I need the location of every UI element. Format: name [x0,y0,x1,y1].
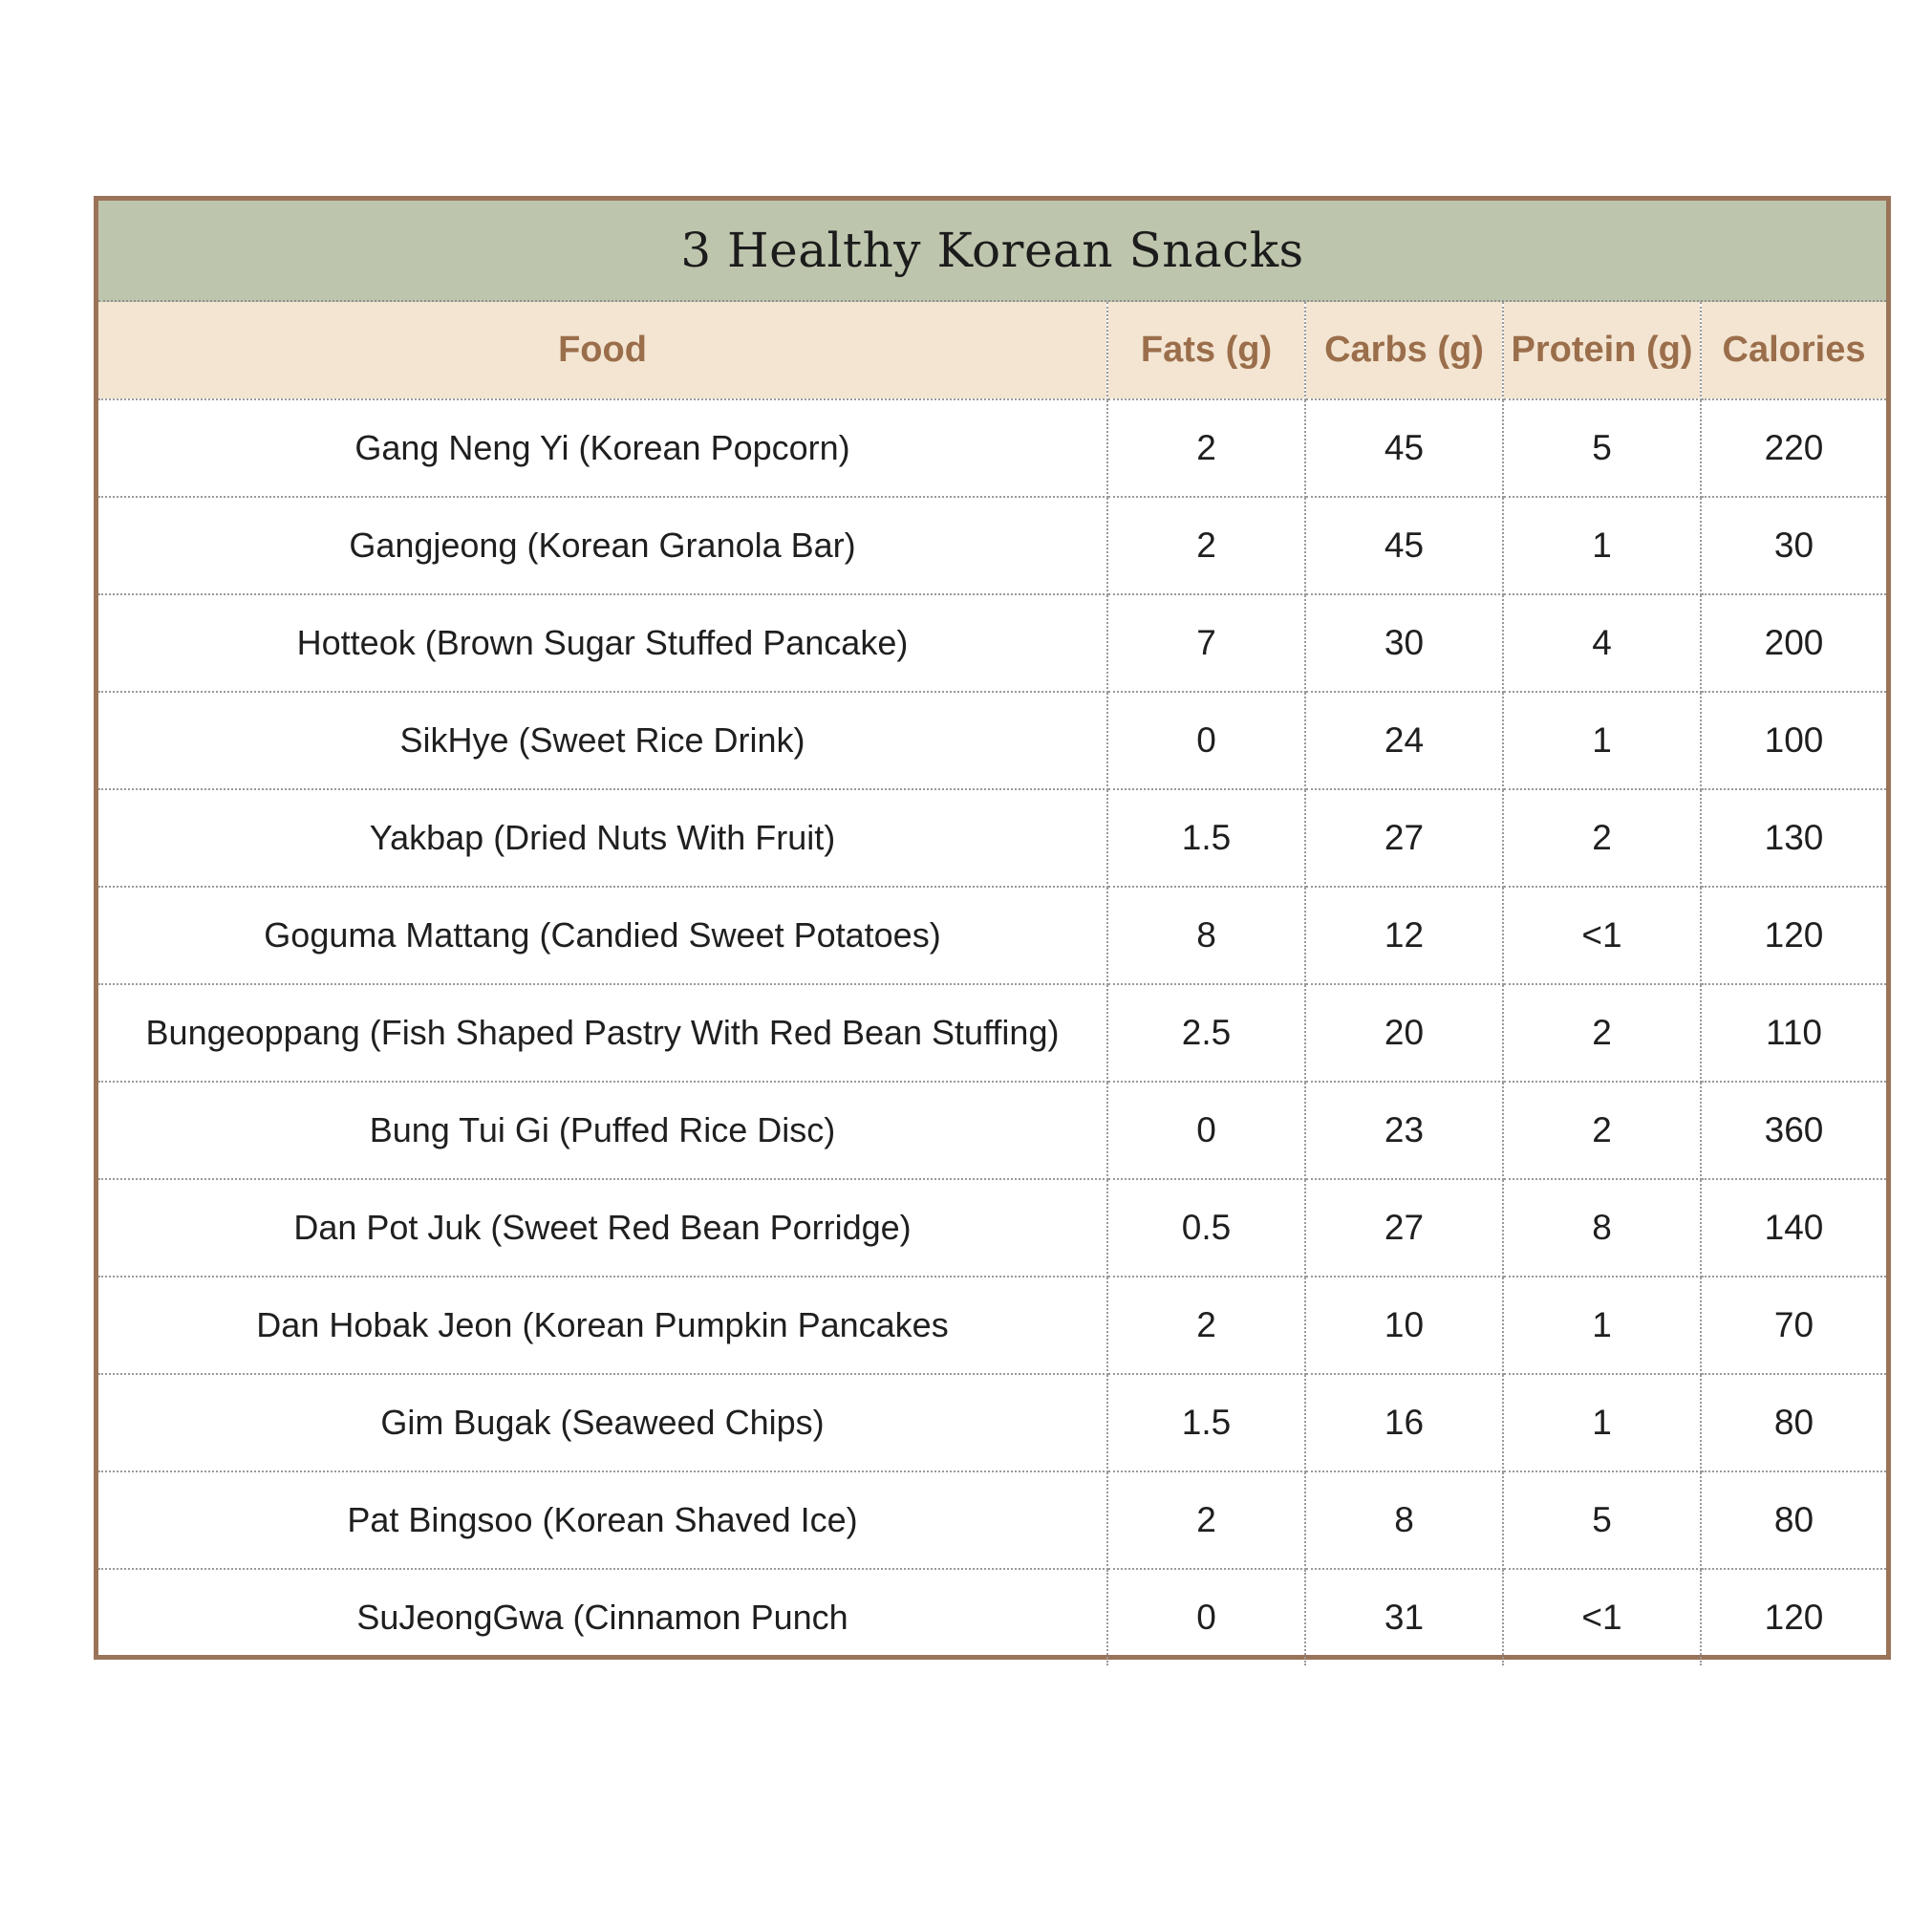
table-row [98,1082,1886,1179]
header-carbs: Carbs (g) [1305,302,1503,399]
protein-cell: 5 [1503,399,1701,497]
calories-cell: 200 [1701,594,1886,692]
protein-cell: 4 [1503,594,1701,692]
food-cell: SikHye (Sweet Rice Drink) [98,692,1107,789]
protein-cell: <1 [1503,1569,1701,1665]
carbs-cell: 27 [1305,789,1503,887]
calories-cell: 120 [1701,887,1886,984]
table-row [98,887,1886,984]
calories-cell: 30 [1701,497,1886,594]
carbs-cell: 27 [1305,1179,1503,1277]
table-row [98,1569,1886,1665]
protein-cell: 1 [1503,692,1701,789]
carbs-cell: 45 [1305,399,1503,497]
food-cell: Pat Bingsoo (Korean Shaved Ice) [98,1471,1107,1569]
food-cell: Dan Hobak Jeon (Korean Pumpkin Pancakes [98,1277,1107,1374]
fats-cell: 1.5 [1107,789,1305,887]
calories-cell: 110 [1701,984,1886,1082]
food-cell: Gangjeong (Korean Granola Bar) [98,497,1107,594]
carbs-cell: 31 [1305,1569,1503,1665]
header-fats: Fats (g) [1107,302,1305,399]
carbs-cell: 30 [1305,594,1503,692]
nutrition-table-frame [94,196,1891,1660]
food-cell: Dan Pot Juk (Sweet Red Bean Porridge) [98,1179,1107,1277]
table-row [98,497,1886,594]
fats-cell: 2 [1107,1471,1305,1569]
header-food: Food [98,302,1107,399]
calories-cell: 360 [1701,1082,1886,1179]
food-cell: Goguma Mattang (Candied Sweet Potatoes) [98,887,1107,984]
table-row [98,789,1886,887]
protein-cell: <1 [1503,887,1701,984]
carbs-cell: 10 [1305,1277,1503,1374]
table-title: 3 Healthy Korean Snacks [680,223,1304,278]
fats-cell: 0 [1107,1569,1305,1665]
protein-cell: 1 [1503,1374,1701,1471]
calories-cell: 140 [1701,1179,1886,1277]
protein-cell: 2 [1503,789,1701,887]
food-cell: Hotteok (Brown Sugar Stuffed Pancake) [98,594,1107,692]
carbs-cell: 45 [1305,497,1503,594]
table-row [98,1277,1886,1374]
fats-cell: 0 [1107,1082,1305,1179]
header-row [98,302,1886,399]
food-cell: Gim Bugak (Seaweed Chips) [98,1374,1107,1471]
calories-cell: 130 [1701,789,1886,887]
carbs-cell: 23 [1305,1082,1503,1179]
fats-cell: 2 [1107,1277,1305,1374]
table-row [98,692,1886,789]
header-protein: Protein (g) [1503,302,1701,399]
fats-cell: 2.5 [1107,984,1305,1082]
carbs-cell: 8 [1305,1471,1503,1569]
protein-cell: 2 [1503,984,1701,1082]
food-cell: SuJeongGwa (Cinnamon Punch [98,1569,1107,1665]
calories-cell: 120 [1764,1598,1824,1637]
food-cell: Yakbap (Dried Nuts With Fruit) [98,789,1107,887]
table-row [98,1374,1886,1471]
fats-cell: 7 [1107,594,1305,692]
carbs-cell: 20 [1305,984,1503,1082]
calories-cell: 80 [1701,1471,1886,1569]
food-cell: Gang Neng Yi (Korean Popcorn) [98,399,1107,497]
header-calories: Calories [1701,302,1886,399]
food-cell: Bung Tui Gi (Puffed Rice Disc) [98,1082,1107,1179]
table-row [98,1179,1886,1277]
fats-cell: 0.5 [1107,1179,1305,1277]
protein-cell: 5 [1503,1471,1701,1569]
table-row [98,1471,1886,1569]
calories-cell: 100 [1701,692,1886,789]
protein-cell: 1 [1503,497,1701,594]
table-row [98,594,1886,692]
protein-cell: 1 [1503,1277,1701,1374]
calories-cell: 220 [1701,399,1886,497]
food-cell: Bungeoppang (Fish Shaped Pastry With Red Bean Stuffing) [98,984,1107,1082]
protein-cell: 8 [1503,1179,1701,1277]
nutrition-table [98,302,1886,1665]
calories-cell: 80 [1701,1374,1886,1471]
carbs-cell: 12 [1305,887,1503,984]
table-row [98,399,1886,497]
fats-cell: 2 [1107,399,1305,497]
table-title-bar [98,201,1886,302]
table-row [98,984,1886,1082]
protein-cell: 2 [1503,1082,1701,1179]
carbs-cell: 16 [1305,1374,1503,1471]
fats-cell: 0 [1107,692,1305,789]
fats-cell: 2 [1107,497,1305,594]
fats-cell: 1.5 [1107,1374,1305,1471]
calories-cell: 70 [1701,1277,1886,1374]
carbs-cell: 24 [1305,692,1503,789]
fats-cell: 8 [1107,887,1305,984]
